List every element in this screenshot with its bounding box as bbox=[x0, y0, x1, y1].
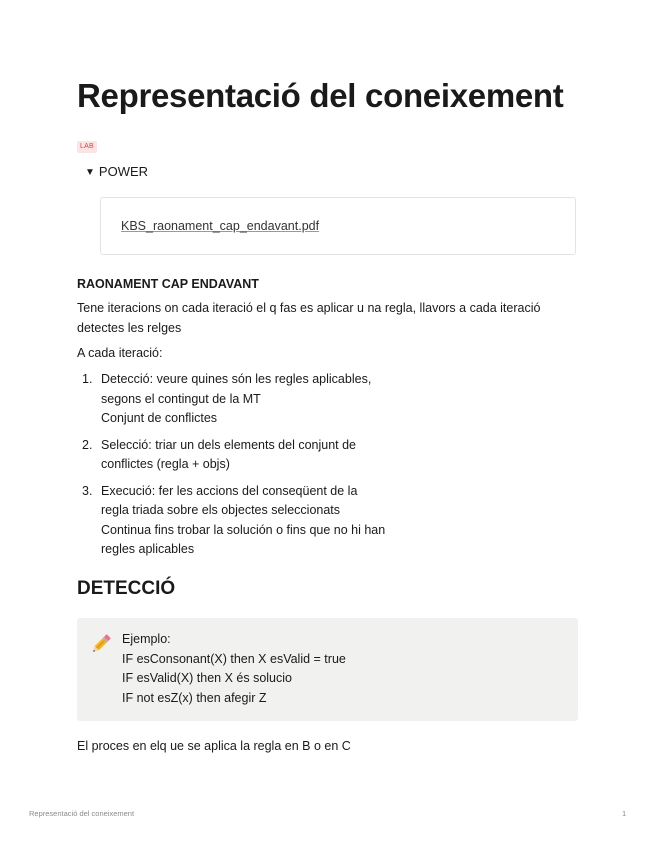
list-item-line: regles aplicables bbox=[101, 542, 195, 556]
list-number: 1. bbox=[82, 372, 93, 386]
file-link[interactable]: KBS_raonament_cap_endavant.pdf bbox=[121, 219, 320, 233]
callout-line: IF esValid(X) then X és solucio bbox=[122, 671, 292, 685]
list-item-line: conflictes (regla + objs) bbox=[101, 457, 230, 471]
list-item-line: Detecció: veure quines són les regles aplicables, bbox=[101, 372, 372, 386]
list-item-line: Execució: fer les accions del conseqüent de la bbox=[101, 483, 358, 498]
paragraph-iteracions: Tene iteracions on cada iteració el q fas es aplicar u na regla, llavors a cada iteració detectes les relges bbox=[77, 301, 541, 335]
callout-line: Ejemplo: bbox=[122, 632, 171, 646]
section-heading-raonament: RAONAMENT CAP ENDAVANT bbox=[77, 277, 259, 291]
list-item-line: segons el contingut de la MT bbox=[101, 391, 261, 406]
list-item bbox=[77, 436, 477, 475]
page-title: Representació del coneixement bbox=[77, 77, 564, 114]
list-number: 2. bbox=[82, 437, 93, 452]
paragraph-proces: El proces en elq ue se aplica la regla en B o en C bbox=[77, 739, 351, 753]
toggle-label: POWER bbox=[98, 164, 149, 179]
list-item-line: Conjunt de conflictes bbox=[101, 411, 218, 425]
list-item-line: Continua fins trobar la solución o fins que no hi han bbox=[101, 522, 386, 537]
callout-box bbox=[77, 618, 578, 721]
list-item bbox=[77, 482, 477, 560]
triangle-down-icon[interactable]: ▼ bbox=[85, 167, 95, 178]
numbered-list bbox=[77, 370, 477, 567]
file-attachment[interactable] bbox=[100, 197, 576, 255]
list-number: 3. bbox=[82, 483, 93, 498]
paragraph-cada-iteracio: A cada iteració: bbox=[77, 346, 163, 360]
callout-text bbox=[122, 630, 346, 708]
list-item-line: Selecció: triar un dels elements del conjunt de bbox=[101, 437, 357, 452]
list-item bbox=[77, 370, 477, 429]
list-item-line: regla triada sobre els objectes seleccionats bbox=[101, 503, 341, 517]
tag-badge: LAB bbox=[77, 141, 97, 153]
pencil-icon bbox=[89, 632, 113, 656]
section-heading-deteccio: DETECCIÓ bbox=[77, 578, 176, 599]
footer-page-number: 1 bbox=[622, 809, 627, 818]
toggle-power[interactable] bbox=[85, 162, 148, 184]
callout-line: IF not esZ(x) then afegir Z bbox=[122, 690, 267, 705]
footer-title: Representació del coneixement bbox=[29, 809, 135, 818]
callout-line: IF esConsonant(X) then X esValid = true bbox=[122, 651, 346, 666]
